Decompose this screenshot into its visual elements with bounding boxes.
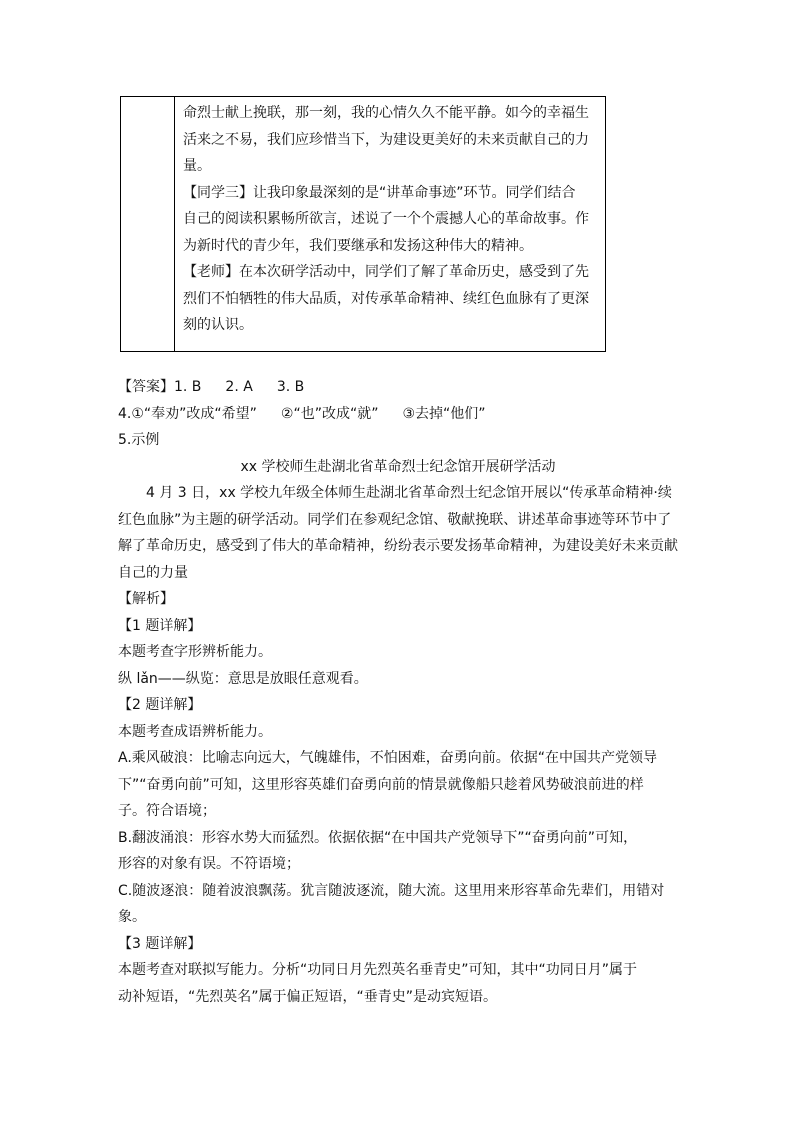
table-line: 命烈士献上挽联，那一刻，我的心情久久不能平静。如今的幸福生 [183, 105, 589, 121]
q2-line: B.翻波涌浪：形容水势大而猛烈。依据依据“在中国共产党领导下”“奋勇向前”可知， [118, 829, 638, 846]
q1-line: 本题考查字形辨析能力。 [118, 644, 272, 660]
news-line: 自己的力量 [118, 564, 188, 581]
table-line: 【老师】在本次研学活动中，同学们了解了革命历史，感受到了先 [183, 264, 589, 280]
table-line: 刻的认识。 [183, 317, 253, 333]
q2-line: 形容的对象有误。不符语境； [118, 856, 300, 872]
q2-line: 下”“奋勇向前”可知，这里形容英雄们奋勇向前的情景就像船只趁着风势破浪前进的样 [118, 776, 644, 793]
table-line: 活来之不易，我们应珍惜当下，为建设更美好的未来贡献自己的力 [183, 131, 589, 148]
q3-line: 动补短语，“先烈英名”属于偏正短语，“垂青史”是动宾短语。 [118, 988, 498, 1005]
q2-line: C.随波逐浪：随着波浪飘荡。犹言随波逐流，随大流。这里用来形容革命先辈们，用错对 [118, 882, 665, 899]
answer-4-2: ②“也”改成“就” [280, 405, 379, 422]
answer-4-3: ③去掉“他们” [402, 405, 486, 422]
q2-label: 【2 题详解】 [118, 697, 202, 713]
table-line: 自己的阅读积累畅所欲言，述说了一个个震撼人心的革命故事。作 [183, 211, 589, 227]
answer-4-1: 4.①“奉劝”改成“希望” [118, 405, 257, 422]
answer-line-1 [118, 374, 678, 401]
table-line: 量。 [183, 158, 211, 174]
answer-3: 3. B [276, 379, 305, 395]
q3-label: 【3 题详解】 [118, 935, 202, 952]
q1-label: 【1 题详解】 [118, 617, 202, 634]
dialogue-table [120, 96, 606, 352]
news-line: 解了革命历史，感受到了伟大的革命精神，纷纷表示要发扬革命精神，为建设美好未来贡献 [118, 538, 678, 554]
q2-line: 本题考查成语辨析能力。 [118, 723, 272, 740]
q2-line: 象。 [118, 909, 146, 925]
answer-2: 2. A [225, 379, 253, 395]
answer-analysis-section [118, 374, 678, 1010]
news-line: 4 月 3 日，xx 学校九年级全体师生赴湖北省革命烈士纪念馆开展以“传承革命精神·续 [146, 485, 672, 501]
q1-line: 纵 lǎn——纵览：意思是放眼任意观看。 [118, 670, 368, 687]
q3-line: 本题考查对联拟写能力。分析“功同日月先烈英名垂青史”可知，其中“功同日月”属于 [118, 962, 638, 978]
answer-line-4 [118, 401, 678, 428]
q2-line: A.乘风破浪：比喻志向远大，气魄雄伟，不怕困难，奋勇向前。依据“在中国共产党领导 [118, 750, 658, 766]
table-line: 烈们不怕牺牲的伟大品质，对传承革命精神、续红色血脉有了更深 [183, 290, 589, 307]
news-line: 红色血脉”为主题的研学活动。同学们在参观纪念馆、敬献挽联、讲述革命事迹等环节中了 [118, 511, 672, 528]
table-left-cell [121, 97, 175, 351]
table-line: 【同学三】让我印象最深刻的是“讲革命事迹”环节。同学们结合 [183, 184, 576, 201]
analysis-label: 【解析】 [118, 591, 174, 607]
table-right-cell [175, 97, 605, 351]
answer-label: 【答案】1. B [118, 379, 202, 395]
q2-line: 子。符合语境； [118, 803, 216, 819]
news-title: xx 学校师生赴湖北省革命烈士纪念馆开展研学活动 [240, 458, 556, 475]
table-line: 为新时代的青少年，我们要继承和发扬这种伟大的精神。 [183, 237, 533, 254]
answer-5: 5.示例 [118, 432, 160, 448]
